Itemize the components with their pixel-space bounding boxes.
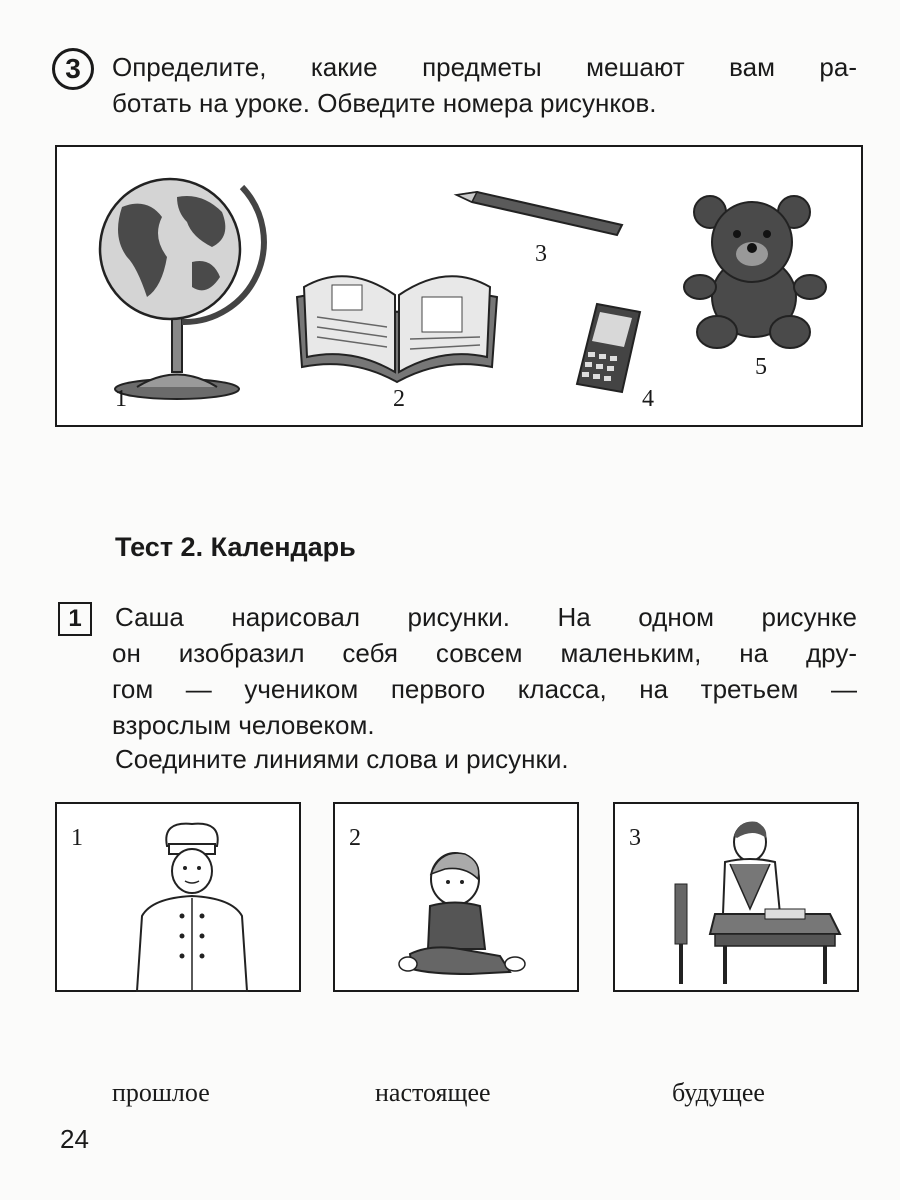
picture-number: 3 bbox=[629, 825, 641, 851]
teddy-bear-icon bbox=[682, 192, 832, 352]
task-number-circle: 3 bbox=[52, 48, 94, 90]
task3-text-line-1: Определите, какие предметы мешают вам ра- bbox=[112, 52, 857, 82]
page-number: 24 bbox=[60, 1124, 89, 1154]
picture-box-1 bbox=[55, 802, 301, 992]
task1-text-line-2: он изобразил себя совсем маленьким, на дру- bbox=[112, 638, 857, 668]
schoolboy-at-desk-icon bbox=[665, 814, 845, 989]
task1-instruction: Соедините линиями слова и рисунки. bbox=[115, 744, 569, 774]
mobile-phone-icon bbox=[572, 302, 642, 397]
pencil-icon bbox=[452, 187, 632, 237]
word-past: прошлое bbox=[112, 1078, 210, 1107]
picture-number: 3 bbox=[535, 241, 547, 267]
toddler-icon bbox=[390, 844, 530, 984]
picture-number: 1 bbox=[71, 825, 83, 851]
picture-number: 1 bbox=[115, 386, 127, 412]
picture-box-2 bbox=[333, 802, 579, 992]
open-book-icon bbox=[292, 257, 502, 387]
picture-number: 2 bbox=[349, 825, 361, 851]
adult-cook-icon bbox=[127, 816, 257, 991]
picture-number: 4 bbox=[642, 386, 654, 412]
section-title: Тест 2. Календарь bbox=[115, 532, 356, 562]
word-present: настоящее bbox=[375, 1078, 491, 1107]
task1-text-line-4: взрослым человеком. bbox=[112, 710, 375, 740]
task1-text-line-1: Саша нарисовал рисунки. На одном рисунке bbox=[115, 602, 857, 632]
word-future: будущее bbox=[672, 1078, 765, 1107]
picture-number: 2 bbox=[393, 386, 405, 412]
picture-number: 5 bbox=[755, 354, 767, 380]
task3-picture-frame bbox=[55, 145, 863, 427]
picture-box-3 bbox=[613, 802, 859, 992]
task-number-box: 1 bbox=[58, 602, 92, 636]
globe-icon bbox=[92, 167, 262, 402]
task1-text-line-3: гом — учеником первого класса, на третьем — bbox=[112, 674, 857, 704]
task3-text-line-2: ботать на уроке. Обведите номера рисунков. bbox=[112, 88, 657, 118]
